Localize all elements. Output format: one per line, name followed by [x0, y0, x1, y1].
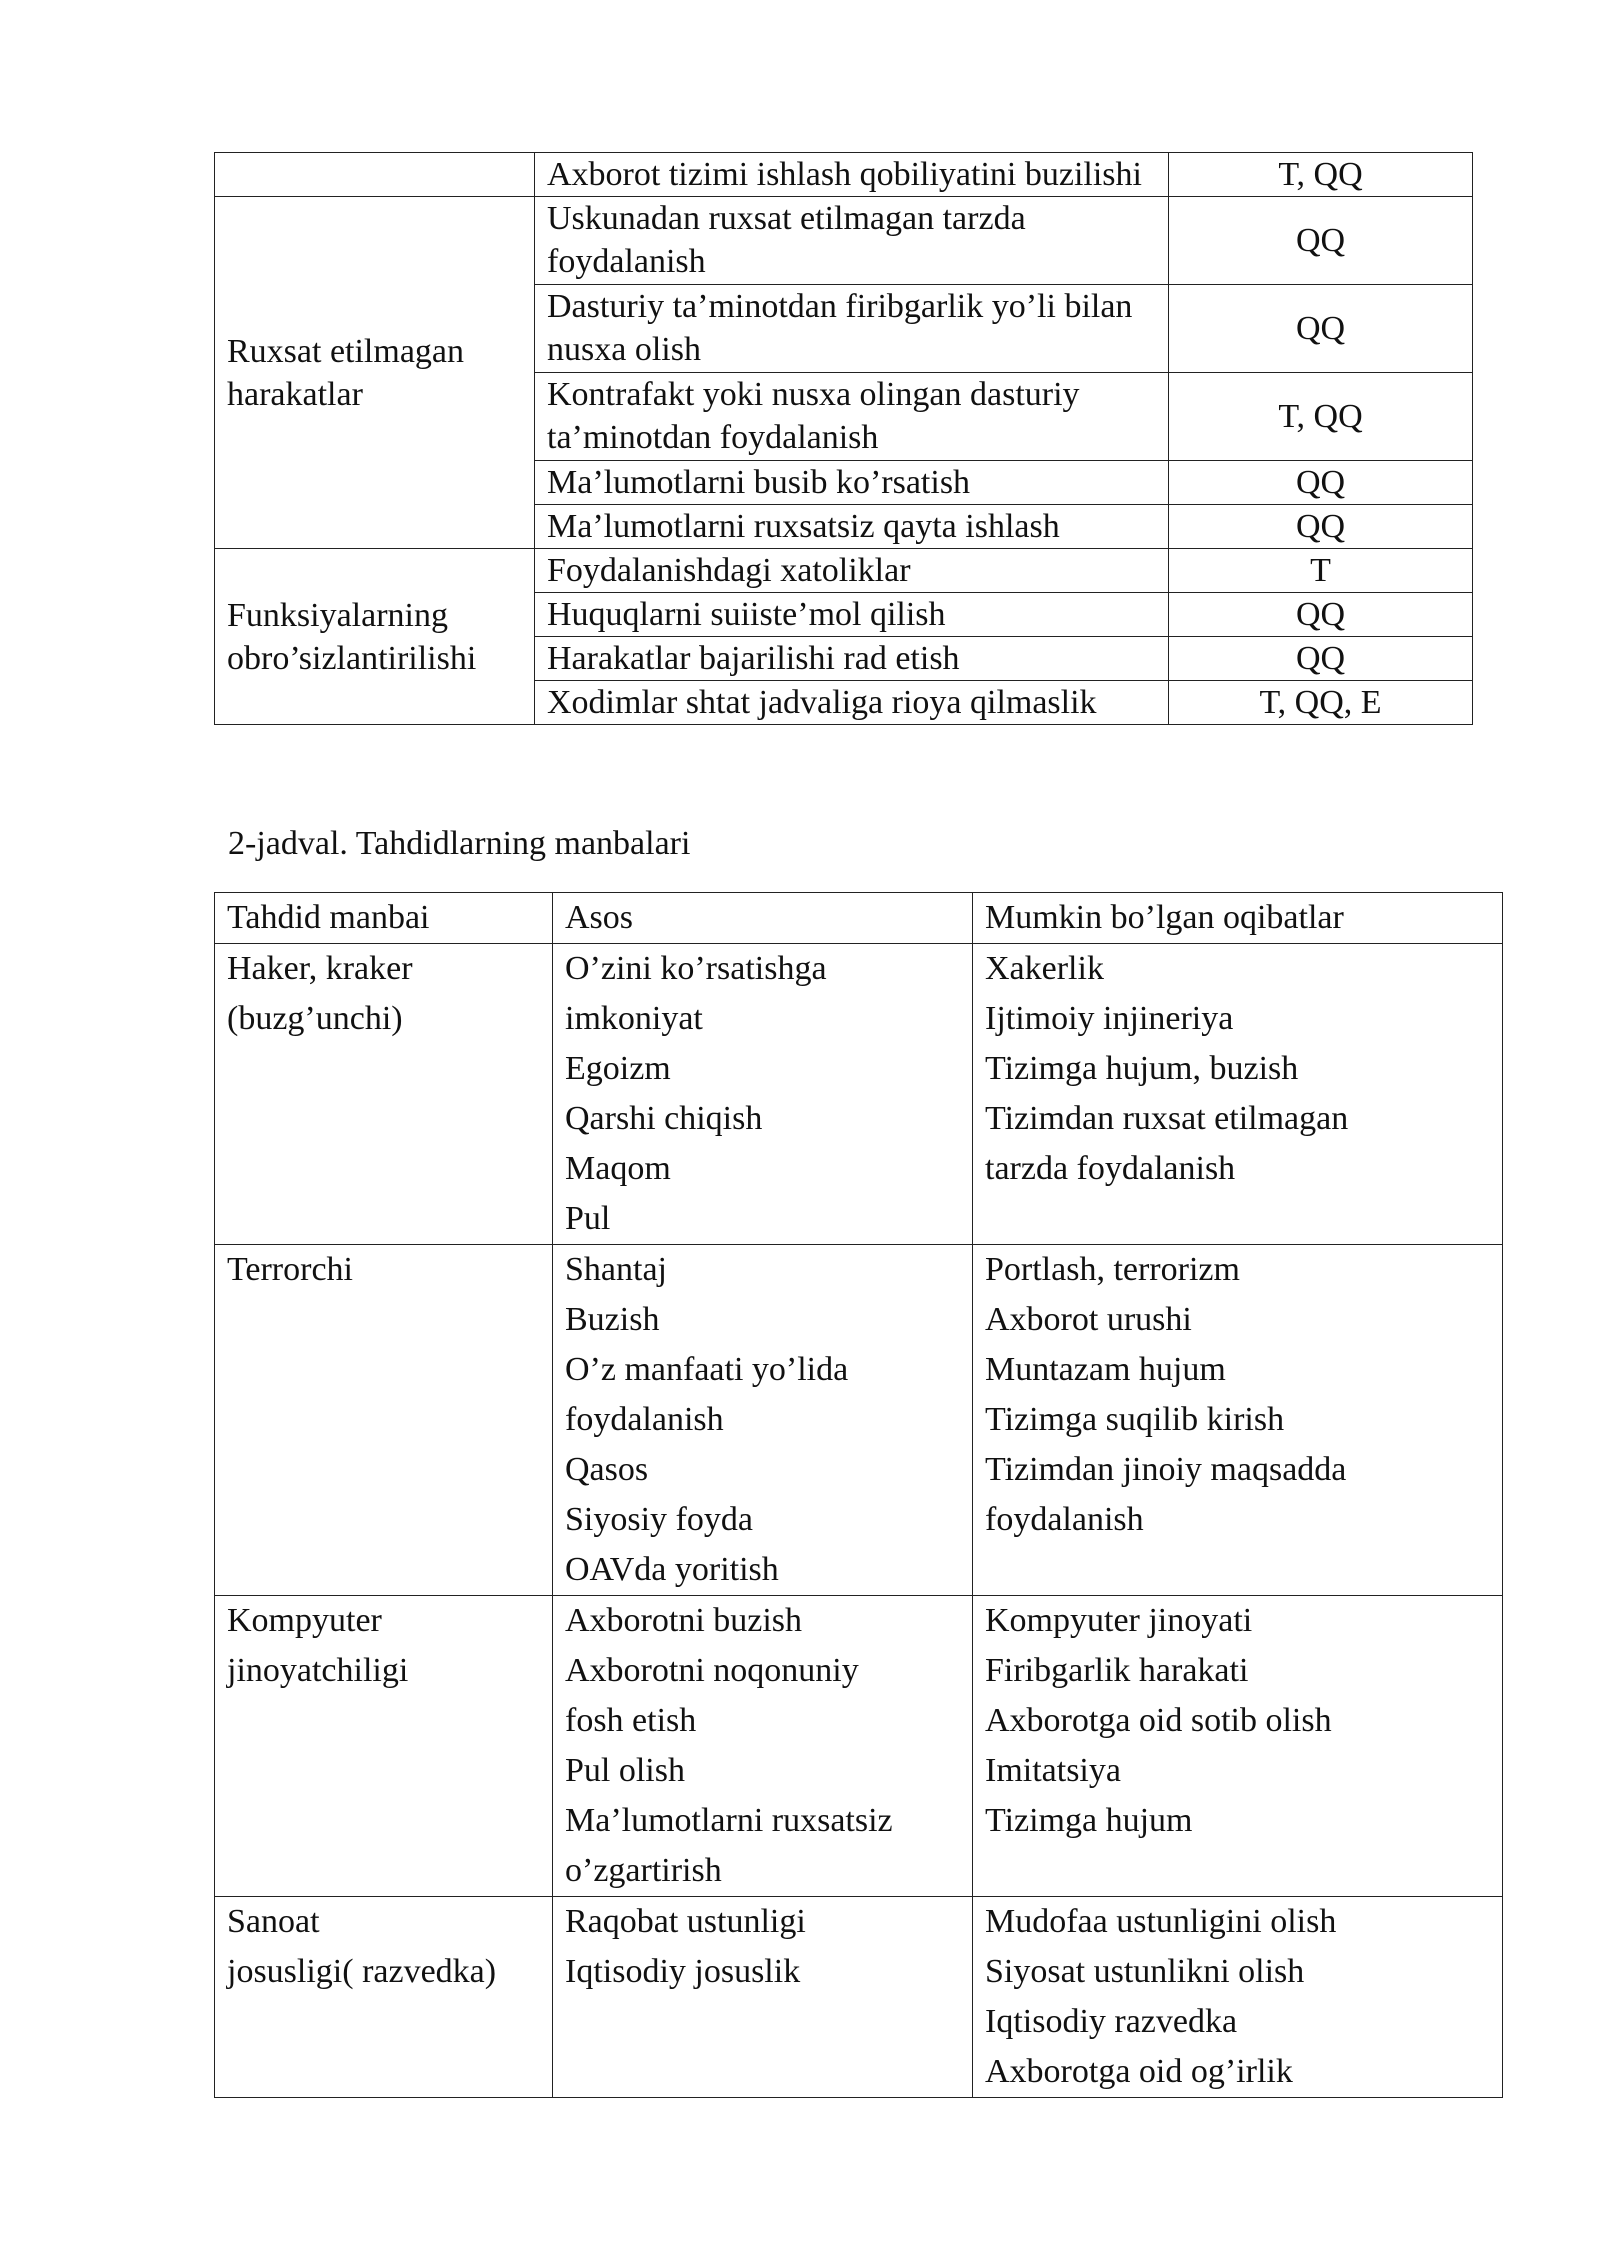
- column-header: Tahdid manbai: [215, 893, 553, 944]
- cell-line: (buzg’unchi): [227, 1000, 403, 1037]
- threat-code: T: [1169, 549, 1473, 593]
- consequences-cell: [973, 1245, 1503, 1596]
- threat-description: Axborot tizimi ishlash qobiliyatini buzilishi: [535, 153, 1169, 197]
- cell-line: Mudofaa ustunligini olish: [985, 1903, 1337, 1940]
- table-row: [215, 1245, 1503, 1596]
- cell-line: Buzish: [565, 1301, 660, 1338]
- cell-line: Haker, kraker: [227, 950, 413, 987]
- category-cell: Funksiyalarning obro’sizlantirilishi: [215, 549, 535, 725]
- cell-line: Xakerlik: [985, 950, 1104, 987]
- cell-line: Kompyuter jinoyati: [985, 1602, 1253, 1639]
- cell-line: Qasos: [565, 1451, 649, 1488]
- threat-description: Huquqlarni suiiste’mol qilish: [535, 593, 1169, 637]
- cell-line: Terrorchi: [227, 1251, 353, 1288]
- cell-line: Siyosiy foyda: [565, 1501, 753, 1538]
- table-row: [215, 549, 1473, 593]
- basis-cell: [553, 1897, 973, 2098]
- threat-sources-table: [214, 892, 1503, 2098]
- consequences-cell: [973, 1897, 1503, 2098]
- table-header-row: [215, 893, 1503, 944]
- threats-table: [214, 152, 1473, 725]
- cell-line: Siyosat ustunlikni olish: [985, 1953, 1305, 1990]
- cell-line: imkoniyat: [565, 1000, 703, 1037]
- threat-code: QQ: [1169, 505, 1473, 549]
- basis-cell: [553, 1596, 973, 1897]
- table-row: [215, 153, 1473, 197]
- cell-line: foydalanish: [565, 1401, 724, 1438]
- cell-line: Ijtimoiy injineriya: [985, 1000, 1234, 1037]
- threat-description: Kontrafakt yoki nusxa olingan dasturiy ta’minotdan foydalanish: [535, 373, 1169, 461]
- table-row: [215, 1897, 1503, 2098]
- cell-line: Tizimga hujum: [985, 1802, 1193, 1839]
- cell-line: O’zini ko’rsatishga: [565, 950, 827, 987]
- table-row: [215, 1596, 1503, 1897]
- cell-line: o’zgartirish: [565, 1852, 722, 1889]
- column-header: Mumkin bo’lgan oqibatlar: [973, 893, 1503, 944]
- cell-line: jinoyatchiligi: [227, 1652, 409, 1689]
- cell-line: Axborotga oid og’irlik: [985, 2053, 1293, 2090]
- cell-line: Maqom: [565, 1150, 671, 1187]
- cell-line: Iqtisodiy razvedka: [985, 2003, 1238, 2040]
- cell-line: Raqobat ustunligi: [565, 1903, 806, 1940]
- cell-line: foydalanish: [985, 1501, 1144, 1538]
- cell-line: Iqtisodiy josuslik: [565, 1953, 801, 1990]
- cell-line: Tizimdan jinoiy maqsadda: [985, 1451, 1347, 1488]
- column-header: Asos: [553, 893, 973, 944]
- category-cell: Ruxsat etilmagan harakatlar: [215, 197, 535, 549]
- cell-line: josusligi( razvedka): [227, 1953, 497, 1990]
- cell-line: Axborotni buzish: [565, 1602, 803, 1639]
- basis-cell: [553, 1245, 973, 1596]
- threat-code: QQ: [1169, 285, 1473, 373]
- threat-source-cell: [215, 1245, 553, 1596]
- table-row: [215, 944, 1503, 1245]
- basis-cell: [553, 944, 973, 1245]
- table-row: [215, 197, 1473, 285]
- threat-source-cell: [215, 1897, 553, 2098]
- cell-line: Tizimga hujum, buzish: [985, 1050, 1299, 1087]
- cell-line: Shantaj: [565, 1251, 667, 1288]
- cell-line: tarzda foydalanish: [985, 1150, 1236, 1187]
- cell-line: fosh etish: [565, 1702, 697, 1739]
- cell-line: Qarshi chiqish: [565, 1100, 763, 1137]
- cell-line: Sanoat: [227, 1903, 320, 1940]
- threat-code: QQ: [1169, 637, 1473, 681]
- cell-line: Tizimga suqilib kirish: [985, 1401, 1285, 1438]
- cell-line: Pul olish: [565, 1752, 685, 1789]
- threat-code: QQ: [1169, 461, 1473, 505]
- threat-description: Foydalanishdagi xatoliklar: [535, 549, 1169, 593]
- cell-line: Portlash, terrorizm: [985, 1251, 1240, 1288]
- cell-line: Muntazam hujum: [985, 1351, 1226, 1388]
- threat-description: Xodimlar shtat jadvaliga rioya qilmaslik: [535, 681, 1169, 725]
- cell-line: O’z manfaati yo’lida: [565, 1351, 849, 1388]
- threat-source-cell: [215, 1596, 553, 1897]
- threat-code: T, QQ: [1169, 373, 1473, 461]
- cell-line: Pul: [565, 1200, 611, 1237]
- table-caption: 2-jadval. Tahdidlarning manbalari: [228, 825, 691, 862]
- cell-line: OAVda yoritish: [565, 1551, 779, 1588]
- consequences-cell: [973, 1596, 1503, 1897]
- cell-line: Axborotni noqonuniy: [565, 1652, 859, 1689]
- threat-description: Harakatlar bajarilishi rad etish: [535, 637, 1169, 681]
- consequences-cell: [973, 944, 1503, 1245]
- threat-source-cell: [215, 944, 553, 1245]
- threat-code: T, QQ: [1169, 153, 1473, 197]
- cell-line: Ma’lumotlarni ruxsatsiz: [565, 1802, 893, 1839]
- category-cell: [215, 153, 535, 197]
- cell-line: Firibgarlik harakati: [985, 1652, 1249, 1689]
- cell-line: Kompyuter: [227, 1602, 382, 1639]
- cell-line: Tizimdan ruxsat etilmagan: [985, 1100, 1349, 1137]
- cell-line: Axborotga oid sotib olish: [985, 1702, 1332, 1739]
- threat-code: QQ: [1169, 593, 1473, 637]
- cell-line: Egoizm: [565, 1050, 671, 1087]
- cell-line: Imitatsiya: [985, 1752, 1121, 1789]
- cell-line: Axborot urushi: [985, 1301, 1192, 1338]
- threat-description: Uskunadan ruxsat etilmagan tarzda foydalanish: [535, 197, 1169, 285]
- threat-description: Ma’lumotlarni ruxsatsiz qayta ishlash: [535, 505, 1169, 549]
- threat-description: Dasturiy ta’minotdan firibgarlik yo’li bilan nusxa olish: [535, 285, 1169, 373]
- threat-code: QQ: [1169, 197, 1473, 285]
- threat-code: T, QQ, E: [1169, 681, 1473, 725]
- threat-description: Ma’lumotlarni busib ko’rsatish: [535, 461, 1169, 505]
